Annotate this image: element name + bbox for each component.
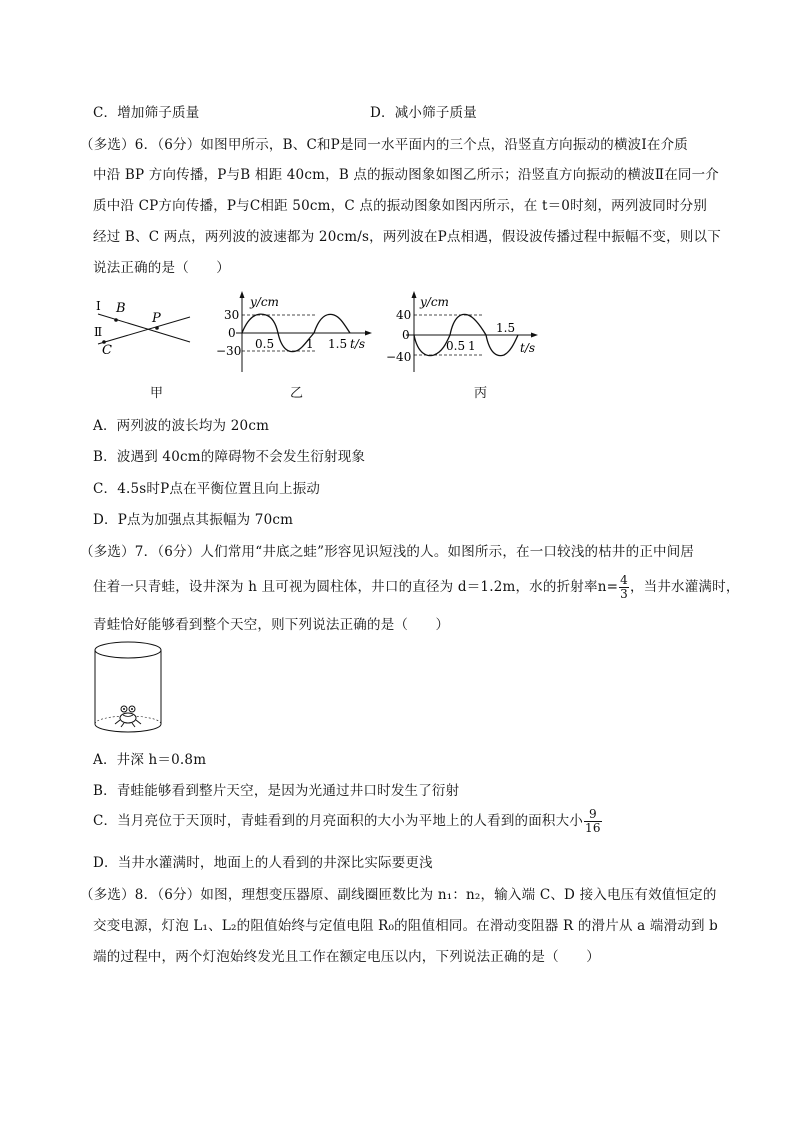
- q6-option-d: D．P点为加强点其振幅为 70cm: [93, 512, 294, 528]
- q6-option-c: C．4.5s时P点在平衡位置且向上振动: [93, 481, 321, 497]
- q6-stem-line2: 中沿 BP 方向传播，P与B 相距 40cm，B 点的振动图象如图乙所示；沿竖直方向振动的横波Ⅱ在同一介: [93, 167, 719, 183]
- figure-bing-graph: [384, 288, 544, 373]
- q5-option-c: C．增加筛子质量: [93, 105, 200, 121]
- bing-xlabel: t/s: [520, 341, 536, 355]
- well-frog-figure: [88, 638, 168, 738]
- q7-stem-line2-part2: ，当井水灌满时，: [629, 579, 740, 595]
- yi-xtick-05: 0.5: [255, 337, 275, 351]
- bing-ylabel: y/cm: [420, 295, 449, 309]
- q6-option-b: B．波遇到 40cm的障碍物不会发生衍射现象: [93, 449, 366, 465]
- figure-yi-graph: [210, 288, 375, 373]
- bing-ytick-bot: −40: [386, 350, 412, 364]
- q7-option-c: [93, 808, 603, 835]
- point-p-label: P: [152, 311, 161, 326]
- yi-ylabel: y/cm: [250, 295, 279, 309]
- q5-option-d: D．减小筛子质量: [370, 105, 477, 121]
- q6-stem-line3: 质中沿 CP方向传播，P与C相距 50cm，C 点的振动图象如图丙所示，在 t＝0时刻，两列波同时分别: [93, 198, 708, 214]
- fraction-numerator: 4: [620, 573, 628, 587]
- bing-ytick-top: 40: [396, 308, 412, 322]
- fraction-numerator: 9: [584, 808, 602, 822]
- figure-jia-caption: 甲: [150, 386, 164, 401]
- figure-bing-caption: 丙: [474, 386, 488, 401]
- wave-i-label: Ⅰ: [96, 299, 101, 313]
- area-ratio-fraction: [584, 808, 602, 835]
- q7-option-d: D．当井水灌满时，地面上的人看到的井深比实际要更浅: [93, 855, 433, 871]
- q7-option-a: A．井深 h＝0.8m: [93, 752, 207, 768]
- yi-ytick-top: 30: [224, 308, 240, 322]
- q7-stem-line1: （多选）7．（6分）人们常用“井底之蛙”形容见识短浅的人。如图所示，在一口较浅的枯井的正中间居: [80, 544, 695, 560]
- bing-ytick-zero: 0: [402, 328, 410, 342]
- q8-stem-line1: （多选）8．（6分）如图，理想变压器原、副线圈匝数比为 n₁：n₂，输入端 C、D 接入电压有效值恒定的: [80, 887, 717, 903]
- point-c-label: C: [102, 343, 112, 357]
- fraction-denominator: 3: [620, 587, 628, 601]
- yi-xlabel: t/s: [350, 337, 366, 351]
- q7-stem-line2-part1: 住着一只青蛙，设井深为 h 且可视为圆柱体，井口的直径为 d＝1.2m，水的折射率: [93, 579, 598, 595]
- bing-xtick-15: 1.5: [496, 321, 516, 335]
- refractive-index-fraction: [619, 574, 629, 601]
- q7-stem-line3: 青蛙恰好能够看到整个天空，则下列说法正确的是（ ）: [93, 617, 450, 633]
- yi-ytick-zero: 0: [228, 326, 236, 340]
- q7-option-c-text: C．当月亮位于天顶时，青蛙看到的月亮面积的大小为平地上的人看到的面积大小: [93, 813, 584, 829]
- refractive-index-label: n=: [597, 579, 619, 595]
- point-b-label: B: [116, 301, 126, 316]
- figure-jia-diagram: [90, 292, 200, 357]
- yi-xtick-15: 1.5: [328, 337, 348, 351]
- bing-xtick-05: 0.5: [446, 339, 466, 353]
- yi-ytick-bot: −30: [216, 344, 242, 358]
- q7-stem-line2: [93, 574, 740, 601]
- figure-yi-caption: 乙: [290, 386, 304, 401]
- q6-stem-line5: 说法正确的是（ ）: [93, 260, 230, 276]
- q7-option-b: B．青蛙能够看到整片天空，是因为光通过井口时发生了衍射: [93, 783, 460, 799]
- wave-ii-label: Ⅱ: [94, 325, 103, 339]
- q6-option-a: A．两列波的波长均为 20cm: [93, 418, 270, 434]
- q8-stem-line3: 端的过程中，两个灯泡始终发光且工作在额定电压以内，下列说法正确的是（ ）: [93, 949, 600, 965]
- fraction-denominator: 16: [585, 821, 601, 835]
- yi-xtick-1: 1: [306, 337, 314, 351]
- q6-stem-line4: 经过 B、C 两点，两列波的波速都为 20cm/s，两列波在P点相遇，假设波传播过程中振幅不变，则以下: [93, 229, 721, 245]
- q6-stem-line1: （多选）6．（6分）如图甲所示，B、C和P是同一水平面内的三个点，沿竖直方向振动的横波Ⅰ在介质: [80, 137, 688, 153]
- bing-xtick-1: 1: [468, 339, 476, 353]
- q8-stem-line2: 交变电源，灯泡 L₁、L₂的阻值始终与定值电阻 R₀的阻值相同。在滑动变阻器 R 的滑片从 a 端滑动到 b: [93, 918, 719, 934]
